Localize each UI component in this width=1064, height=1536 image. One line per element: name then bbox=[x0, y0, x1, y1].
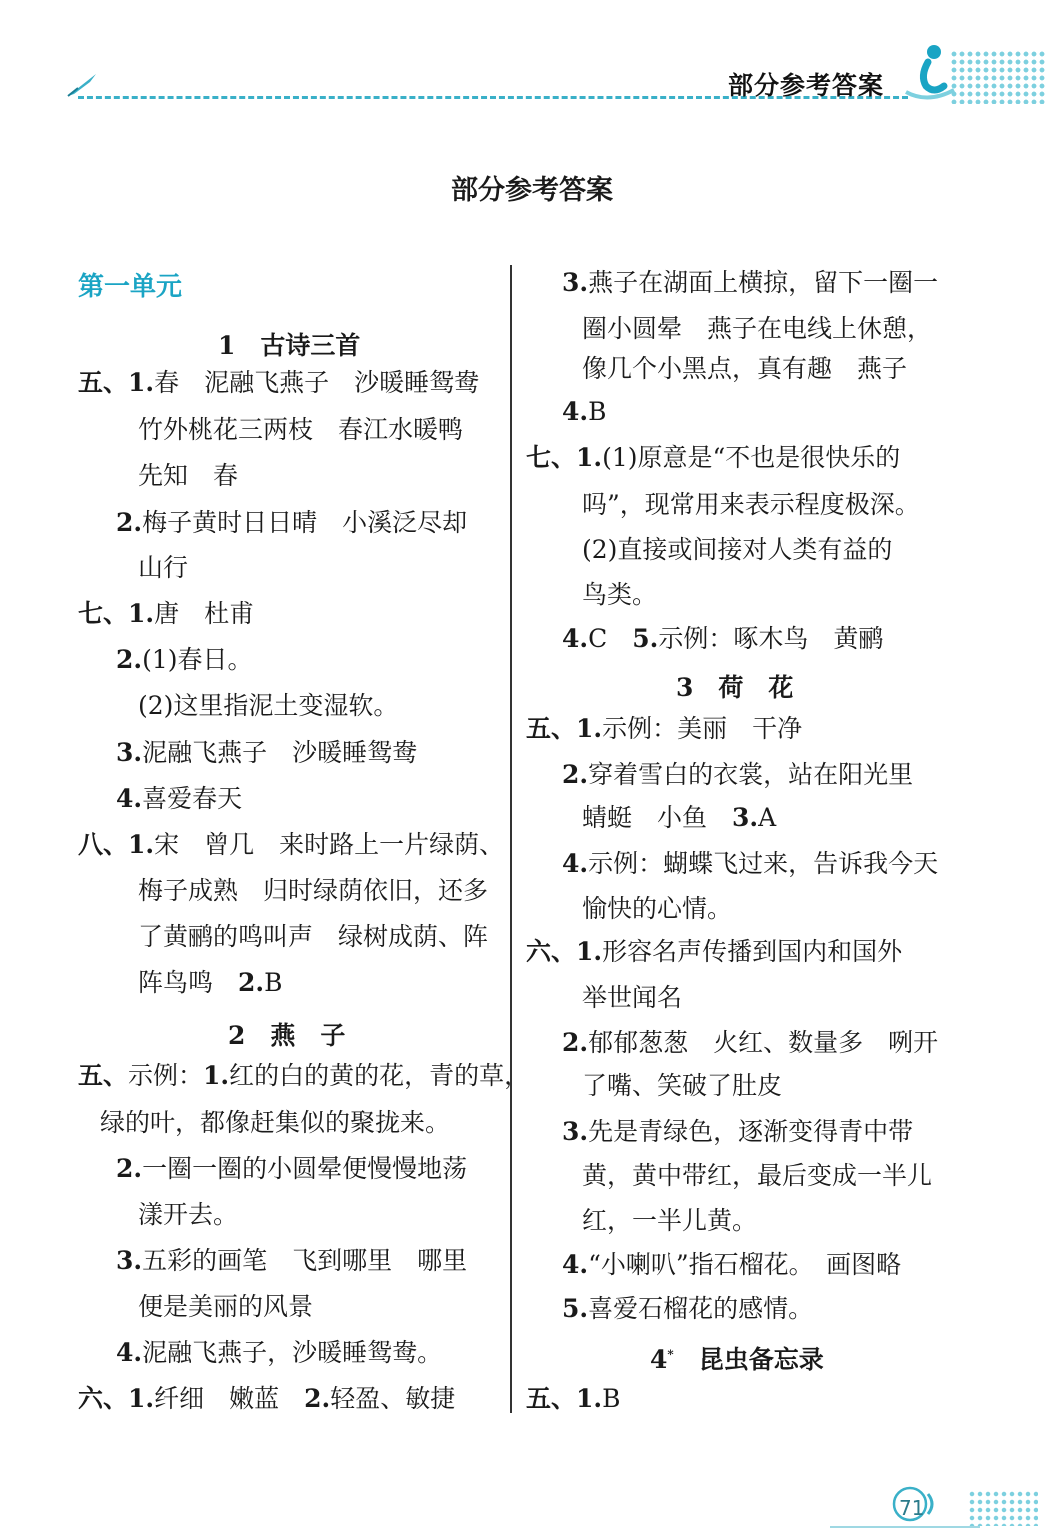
answer-line: 漾开去。 bbox=[138, 1200, 239, 1229]
answer-line: 了嘴、笑破了肚皮 bbox=[582, 1071, 783, 1100]
answer-line: 举世闻名 bbox=[582, 983, 683, 1012]
answer-line: 黄，黄中带红，最后变成一半儿 bbox=[582, 1161, 933, 1190]
answer-line: 阵鸟鸣 2.B bbox=[138, 968, 283, 997]
answer-line: 六、1.纤细 嫩蓝 2.轻盈、敏捷 bbox=[78, 1384, 456, 1413]
section-title: 1 古诗三首 bbox=[218, 331, 361, 360]
answer-line: 吗”，现常用来表示程度极深。 bbox=[582, 490, 920, 519]
answer-line: 先知 春 bbox=[138, 461, 239, 490]
page-title: 部分参考答案 bbox=[451, 175, 613, 206]
unit-heading: 第一单元 bbox=[78, 272, 183, 302]
answer-line: 红，一半儿黄。 bbox=[582, 1206, 758, 1235]
answer-line: 七、1.唐 杜甫 bbox=[78, 599, 255, 628]
answer-line: 2.穿着雪白的衣裳，站在阳光里 bbox=[562, 760, 914, 789]
answer-line: 七、1.(1)原意是“不也是很快乐的 bbox=[526, 443, 901, 472]
answer-line: 2.梅子黄时日日晴 小溪泛尽却 bbox=[116, 508, 468, 537]
answer-line: 4.泥融飞燕子，沙暖睡鸳鸯。 bbox=[116, 1338, 443, 1367]
answer-line: 4.喜爱春天 bbox=[116, 784, 243, 813]
answer-line: 3.先是青绿色，逐渐变得青中带 bbox=[562, 1117, 914, 1146]
answer-line: 2.一圈一圈的小圆晕便慢慢地荡 bbox=[116, 1154, 468, 1183]
column-divider bbox=[510, 265, 512, 1413]
section-title: 3 荷 花 bbox=[676, 673, 794, 702]
answer-line: 2.(1)春日。 bbox=[116, 645, 253, 674]
answer-line: 4.B bbox=[562, 397, 607, 426]
answer-line: 愉快的心情。 bbox=[582, 894, 733, 923]
answer-line: 5.喜爱石榴花的感情。 bbox=[562, 1294, 814, 1323]
answer-line: 2.郁郁葱葱 火红、数量多 咧开 bbox=[562, 1028, 939, 1057]
answer-line: 4.示例：蝴蝶飞过来，告诉我今天 bbox=[562, 849, 939, 878]
dot-pattern bbox=[950, 50, 1046, 104]
answer-line: 梅子成熟 归时绿荫依旧，还多 bbox=[138, 876, 489, 905]
section-title: 2 燕 子 bbox=[228, 1021, 346, 1050]
answer-line: 绿的叶，都像赶集似的聚拢来。 bbox=[100, 1108, 451, 1137]
answer-line: 八、1.宋 曾几 来时路上一片绿荫、 bbox=[78, 830, 505, 859]
runner-icon bbox=[898, 42, 958, 106]
section-title: 4* 昆虫备忘录 bbox=[650, 1345, 824, 1374]
answer-line: 六、1.形容名声传播到国内和国外 bbox=[526, 937, 903, 966]
footer-rule bbox=[830, 1526, 980, 1528]
page-number: 71 bbox=[899, 1496, 925, 1520]
answer-line: 五、示例：1.红的白的黄的花，青的草， bbox=[78, 1061, 530, 1090]
answer-line: 五、1.B bbox=[526, 1384, 621, 1413]
answer-line: 山行 bbox=[138, 553, 189, 582]
answer-line: 3.泥融飞燕子 沙暖睡鸳鸯 bbox=[116, 738, 418, 767]
answer-line: 像几个小黑点，真有趣 燕子 bbox=[582, 354, 908, 383]
answer-line: 4.“小喇叭”指石榴花。 画图略 bbox=[562, 1250, 902, 1279]
answer-line: 了黄鹂的鸣叫声 绿树成荫、阵 bbox=[138, 922, 489, 951]
dot-pattern bbox=[968, 1490, 1038, 1526]
answer-line: 鸟类。 bbox=[582, 580, 658, 609]
header-title: 部分参考答案 bbox=[728, 71, 885, 100]
answer-line: 五、1.示例：美丽 干净 bbox=[526, 714, 803, 743]
answer-line: 圈小圆晕 燕子在电线上休憩， bbox=[582, 314, 933, 343]
answer-line: 4.C 5.示例：啄木鸟 黄鹂 bbox=[562, 624, 884, 653]
answer-line: 3.五彩的画笔 飞到哪里 哪里 bbox=[116, 1246, 468, 1275]
page-header bbox=[0, 0, 1064, 140]
answer-line: 五、1.春 泥融飞燕子 沙暖睡鸳鸯 bbox=[78, 368, 480, 397]
answer-line: (2)直接或间接对人类有益的 bbox=[582, 535, 893, 564]
answer-line: 竹外桃花三两枝 春江水暖鸭 bbox=[138, 415, 464, 444]
answer-line: 便是美丽的风景 bbox=[138, 1292, 314, 1321]
answer-line: 蜻蜓 小鱼 3.A bbox=[582, 803, 777, 832]
answer-line: 3.燕子在湖面上横掠，留下一圈一 bbox=[562, 268, 939, 297]
answer-line: (2)这里指泥土变湿软。 bbox=[138, 691, 399, 720]
